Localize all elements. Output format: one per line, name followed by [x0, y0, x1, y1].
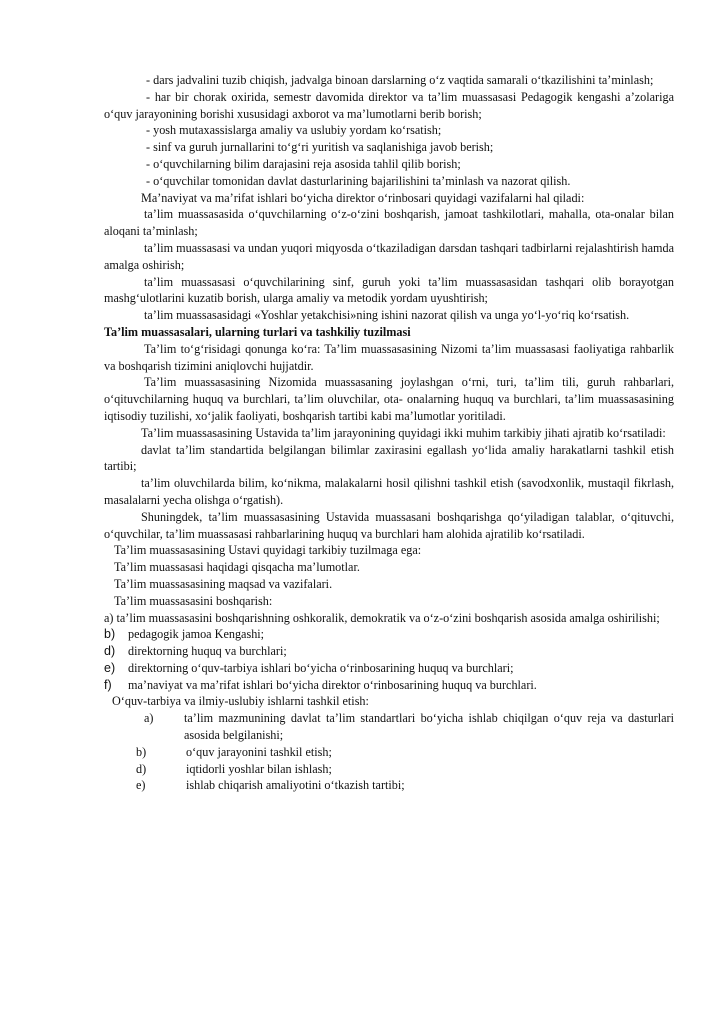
management-item	[104, 660, 674, 677]
paragraph: Ta’lim to‘g‘risidagi qonunga ko‘ra: Ta’lim muassasasining Nizomi ta’lim muassasasi faoliyatiga rahbarlik va boshqarish tizimini aniqlovchi hujjatdir.	[104, 341, 674, 373]
list-marker: e)	[104, 660, 116, 675]
list-marker: e)	[136, 778, 146, 793]
management-item	[104, 610, 674, 627]
management-item	[104, 677, 674, 694]
list-marker: d)	[104, 644, 116, 659]
study-item	[104, 744, 674, 761]
list-text: iqtidorli yoshlar bilan ishlash;	[186, 761, 332, 776]
duty-item: - o‘quvchilarning bilim darajasini reja asosida tahlil qilib borish;	[146, 156, 461, 171]
paragraph: Ta’lim muassasasining Ustavida ta’lim jarayonining quyidagi ikki muhim tarkibiy jihati ajratib ko‘rsatiladi:	[141, 425, 666, 440]
paragraph: ta’lim muassasasi va undan yuqori miqyosda o‘tkaziladigan darsdan tashqari tadbirlarni rejalashtirish hamda amalga oshirish;	[104, 240, 674, 272]
study-item	[104, 710, 674, 744]
paragraph: Shuningdek, ta’lim muassasasining Ustavida muassasani boshqarishga qo‘yiladigan talablar, o‘qituvchi, o‘quvchilar, ta’lim muassasasi rahbarlarining huquq va burchlari ham alohida ajratilib ko‘rsatiladi.	[104, 509, 674, 541]
paragraph: Ma’naviyat va ma’rifat ishlari bo‘yicha direktor o‘rinbosari quyidagi vazifalarni hal qiladi:	[141, 190, 585, 205]
list-marker: a)	[104, 610, 114, 625]
list-text: direktorning o‘quv-tarbiya ishlari bo‘yicha o‘rinbosarining huquq va burchlari;	[128, 660, 514, 675]
paragraph: Ta’lim muassasasining Nizomida muassasaning joylashgan o‘rni, turi, ta’lim tili, guruh rahbarlari, o‘qituvchilarning huquq va burchlari, ta’lim oluvchilar, ota- onalarning huquq va burchlari, ta’lim muassasasining iqtisodiy tuzilishi, xo‘jalik faoliyati, boshqarish tartibi kabi ma’lumotlar yoritiladi.	[104, 375, 674, 423]
duty-item: - dars jadvalini tuzib chiqish, jadvalga binoan darslarning o‘z vaqtida samarali o‘tkazilishini ta’minlash;	[146, 73, 654, 87]
list-marker: b)	[104, 627, 116, 642]
structure-line: Ta’lim muassasasini boshqarish:	[114, 593, 273, 608]
list-text: direktorning huquq va burchlari;	[128, 644, 287, 659]
study-heading: O‘quv-tarbiya va ilmiy-uslubiy ishlarni tashkil etish:	[112, 694, 369, 709]
management-item	[104, 643, 674, 660]
study-item	[104, 761, 674, 778]
list-marker: a)	[144, 711, 154, 726]
structure-line: Ta’lim muassasasining Ustavi quyidagi tarkibiy tuzilmaga ega:	[114, 543, 422, 558]
paragraph: ta’lim muassasasida o‘quvchilarning o‘z-o‘zini boshqarish, jamoat tashkilotlari, mahalla, ota-onalar bilan aloqani ta’minlash;	[104, 207, 674, 239]
duty-item: - sinf va guruh jurnallarini to‘g‘ri yuritish va saqlanishiga javob berish;	[146, 140, 494, 155]
paragraph: davlat ta’lim standartida belgilangan bilimlar zaxirasini egallash yo‘lida amaliy harakatlarni tashkil etish tartibi;	[104, 442, 674, 474]
duty-item: - o‘quvchilar tomonidan davlat dasturlarining bajarilishini ta’minlash va nazorat qilish.	[146, 173, 571, 188]
list-marker: f)	[104, 677, 112, 692]
list-marker: d)	[136, 761, 147, 776]
duty-item: - yosh mutaxassislarga amaliy va uslubiy yordam ko‘rsatish;	[146, 123, 442, 138]
structure-line: Ta’lim muassasasi haqidagi qisqacha ma’lumotlar.	[114, 560, 360, 575]
list-text: o‘quv jarayonini tashkil etish;	[186, 744, 332, 759]
management-item	[104, 626, 674, 643]
duty-item: - har bir chorak oxirida, semestr davomida direktor va ta’lim muassasasi Pedagogik kengashi a’zolariga o‘quv jarayonining borishi xususidagi axborot va ma’lumotlarni berib borish;	[104, 89, 674, 121]
paragraph: ta’lim oluvchilarda bilim, ko‘nikma, malakalarni hosil qilishni tashkil etish (savodxonlik, mustaqil fikrlash, masalalarni yecha olishga o‘rgatish).	[104, 476, 674, 507]
list-text: ta’lim muassasasini boshqarishning oshkoralik, demokratik va o‘z-o‘zini boshqarish asosida amalga oshirilishi;	[116, 610, 660, 625]
paragraph: ta’lim muassasasi o‘quvchilarining sinf, guruh yoki ta’lim muassasasidan tashqari olib borayotgan mashg‘ulotlarini kuzatib borish, ularga amaliy va metodik yordam uyushtirish;	[104, 274, 674, 306]
list-text: ta’lim mazmunining davlat ta’lim standartlari bo‘yicha ishlab chiqilgan o‘quv reja va dasturlari asosida belgilanishi;	[184, 711, 674, 743]
study-item	[104, 777, 674, 794]
paragraph: ta’lim muassasasidagi «Yoshlar yetakchisi»ning ishini nazorat qilish va unga yo‘l-yo‘riq ko‘rsatish.	[144, 308, 630, 323]
list-text: pedagogik jamoa Kengashi;	[128, 627, 265, 642]
section-heading: Ta’lim muassasalari, ularning turlari va tashkiliy tuzilmasi	[104, 324, 411, 339]
list-marker: b)	[136, 744, 147, 759]
structure-line: Ta’lim muassasasining maqsad va vazifalari.	[114, 576, 333, 591]
document-page	[104, 72, 674, 794]
list-text: ishlab chiqarish amaliyotini o‘tkazish tartibi;	[186, 778, 405, 793]
list-text: ma’naviyat va ma’rifat ishlari bo‘yicha direktor o‘rinbosarining huquq va burchlari.	[128, 677, 537, 692]
